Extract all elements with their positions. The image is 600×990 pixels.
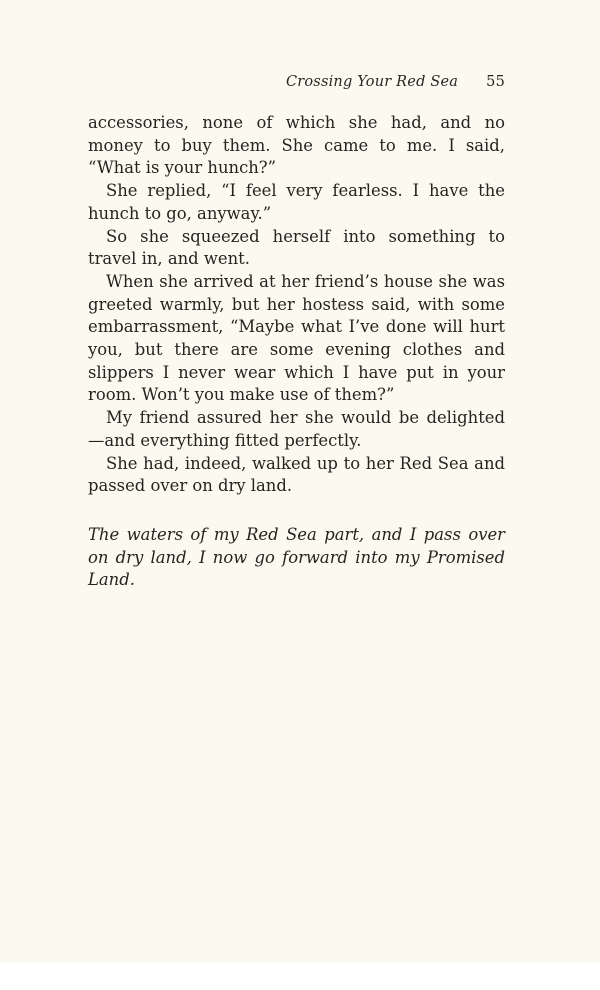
page-number: 55 (486, 74, 505, 90)
paragraph: My friend assured her she would be delighted—and everything fitted perfectly. (88, 408, 505, 450)
running-title: Crossing Your Red Sea (285, 74, 459, 90)
paragraph: She had, indeed, walked up to her Red Sea and passed over on dry land. (88, 453, 505, 496)
running-head (0, 74, 505, 90)
paragraph: accessories, none of which she had, and no money to buy them. She came to me. I said, “What is your hunch?” (88, 113, 505, 178)
affirmation: The waters of my Red Sea part, and I pass over on dry land, I now go forward into my Promised Land. (88, 525, 505, 590)
paragraph: She replied, “I feel very fearless. I have the hunch to go, anyway.” (88, 181, 505, 223)
paragraph: So she squeezed herself into something to travel in, and went. (88, 226, 505, 269)
paragraph: When she arrived at her friend’s house she was greeted warmly, but her hostess said, with some embarrassment, “Maybe what I’ve done will hurt you, but there are some evening clothes and slippers I never wear which I have put in your room. Won’t you make use of them?” (88, 271, 505, 405)
body-text (88, 112, 505, 498)
page-margin (0, 962, 600, 990)
